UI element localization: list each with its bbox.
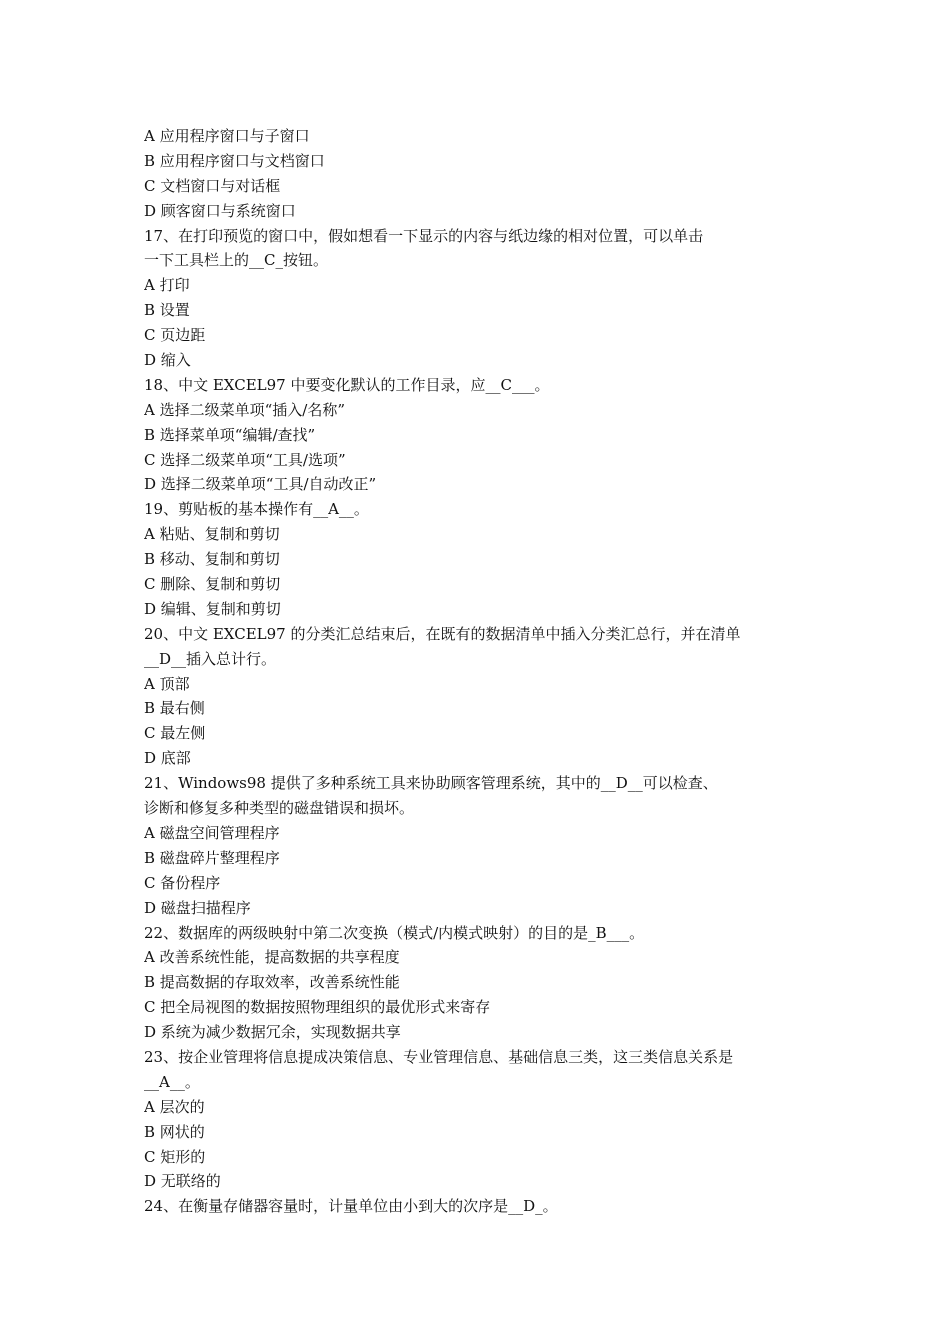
option-line: C 文档窗口与对话框 bbox=[144, 176, 281, 195]
question-18: 18、中文 EXCEL97 中要变化默认的工作目录，应__C___。 bbox=[144, 375, 550, 394]
option-line: D 底部 bbox=[144, 749, 191, 768]
question-20: 20、中文 EXCEL97 的分类汇总结束后，在既有的数据清单中插入分类汇总行，并在清单 bbox=[144, 624, 741, 643]
option-line: B 应用程序窗口与文档窗口 bbox=[144, 151, 325, 170]
option-line: A 改善系统性能，提高数据的共享程度 bbox=[144, 948, 400, 967]
option-line: D 顾客窗口与系统窗口 bbox=[144, 201, 296, 220]
question-21: 21、Windows98 提供了多种系统工具来协助顾客管理系统，其中的__D__可以检查、 bbox=[144, 774, 718, 793]
question-24: 24、在衡量存储器容量时，计量单位由小到大的次序是__D_。 bbox=[144, 1197, 558, 1216]
option-line: B 移动、复制和剪切 bbox=[144, 550, 280, 569]
option-line: B 设置 bbox=[144, 301, 190, 320]
option-line: A 顶部 bbox=[144, 674, 190, 693]
option-line: A 磁盘空间管理程序 bbox=[144, 823, 280, 842]
option-line: D 缩入 bbox=[144, 351, 191, 370]
option-line: A 选择二级菜单项“插入/名称” bbox=[144, 400, 345, 419]
option-line: D 选择二级菜单项“工具/自动改正” bbox=[144, 475, 377, 494]
option-line: C 备份程序 bbox=[144, 873, 221, 892]
option-line: B 磁盘碎片整理程序 bbox=[144, 848, 280, 867]
option-line: B 提高数据的存取效率，改善系统性能 bbox=[144, 973, 400, 992]
option-line: A 应用程序窗口与子窗口 bbox=[144, 127, 310, 145]
option-line: B 选择菜单项“编辑/查找” bbox=[144, 425, 316, 444]
option-line: D 编辑、复制和剪切 bbox=[144, 599, 281, 618]
option-line: A 层次的 bbox=[144, 1097, 205, 1116]
option-line: B 网状的 bbox=[144, 1122, 205, 1141]
question-20-cont: __D__插入总计行。 bbox=[144, 649, 277, 668]
option-line: D 无联络的 bbox=[144, 1172, 221, 1191]
option-line: C 删除、复制和剪切 bbox=[144, 575, 281, 594]
document-body bbox=[144, 124, 824, 1219]
option-line: D 系统为减少数据冗余，实现数据共享 bbox=[144, 1023, 401, 1042]
question-22: 22、数据库的两级映射中第二次变换（模式/内模式映射）的目的是_B___。 bbox=[144, 923, 645, 942]
question-23-cont: __A__。 bbox=[144, 1072, 200, 1091]
option-line: A 打印 bbox=[144, 276, 190, 295]
option-line: C 最左侧 bbox=[144, 724, 206, 743]
question-21-cont: 诊断和修复多种类型的磁盘错误和损坏。 bbox=[144, 799, 415, 818]
question-17: 17、在打印预览的窗口中，假如想看一下显示的内容与纸边缘的相对位置，可以单击 bbox=[144, 226, 704, 245]
option-line: C 页边距 bbox=[144, 326, 206, 345]
option-line: B 最右侧 bbox=[144, 699, 205, 718]
option-line: C 矩形的 bbox=[144, 1147, 206, 1166]
option-line: C 选择二级菜单项“工具/选项” bbox=[144, 450, 346, 469]
option-line: A 粘贴、复制和剪切 bbox=[144, 525, 280, 544]
option-line: C 把全局视图的数据按照物理组织的最优形式来寄存 bbox=[144, 998, 491, 1017]
question-23: 23、按企业管理将信息提成决策信息、专业管理信息、基础信息三类，这三类信息关系是 bbox=[144, 1047, 734, 1066]
question-17-cont: 一下工具栏上的__C_按钮。 bbox=[144, 251, 328, 270]
question-19: 19、剪贴板的基本操作有__A__。 bbox=[144, 500, 369, 519]
option-line: D 磁盘扫描程序 bbox=[144, 898, 251, 917]
